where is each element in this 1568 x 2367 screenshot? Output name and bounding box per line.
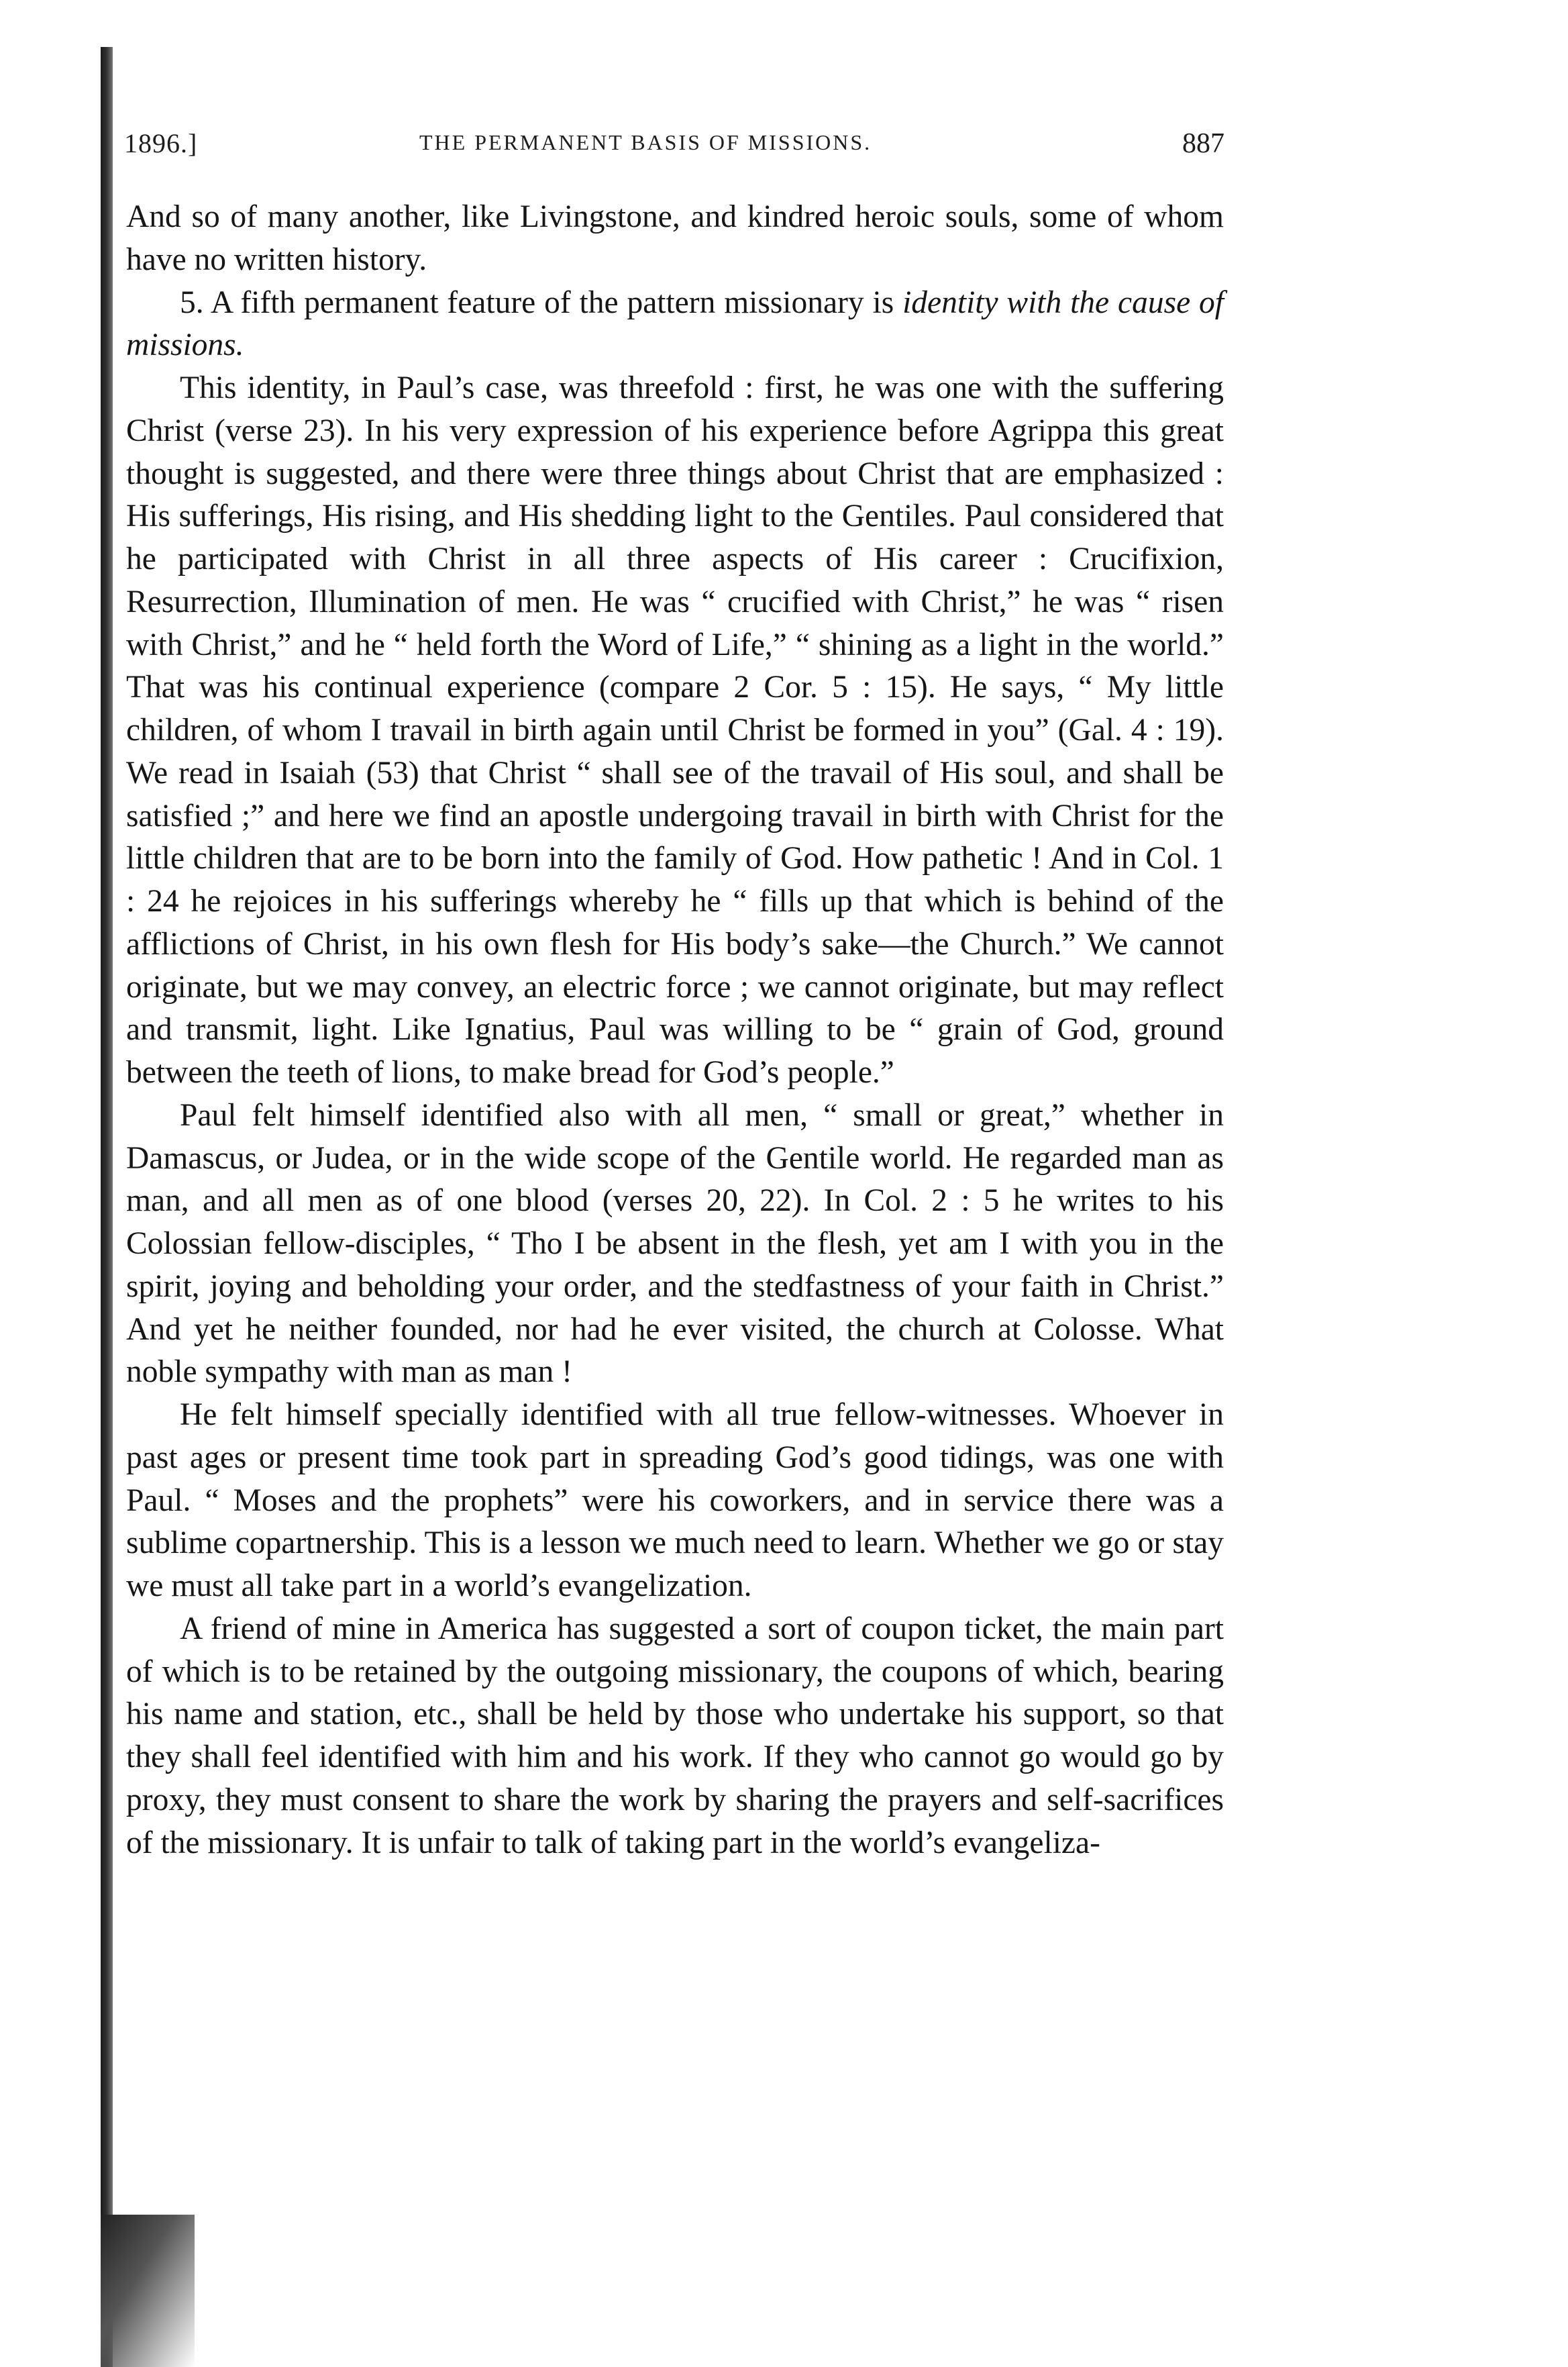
- running-head: [124, 128, 1224, 168]
- running-head-title: THE PERMANENT BASIS OF MISSIONS.: [419, 130, 872, 154]
- paragraph-identified-with-all-men: Paul felt himself identified also with all men, “ small or great,” whether in Damascus, or Judea, or in the wide scope of the Gentile world. He regarded man as man, and all men as of one blood (verses 20, 22). In Col. 2 : 5 he writes to his Colossian fellow-disciples, “ Tho I be absent in the flesh, yet am I with you in the spirit, joying and beholding your order, and the stedfastness of your faith in Christ.” And yet he neither founded, nor had he ever visited, the church at Colosse. What noble sympathy with man as man !: [126, 1097, 1224, 1390]
- fifth-feature-emphasis: identity with the cause of missions.: [126, 285, 1224, 363]
- page-number: 887: [1182, 128, 1224, 159]
- fifth-feature-lead: 5. A fifth permanent feature of the pattern missionary is: [180, 285, 903, 320]
- paragraph-threefold-identity: This identity, in Paul’s case, was threefold : first, he was one with the suffering Christ (verse 23). In his very expression of his experience before Agrippa this great thought is suggested, and there were three things about Christ that are emphasized : His sufferings, His rising, and His shedding light to the Gentiles. Paul considered that he participated with Christ in all three aspects of His career : Crucifixion, Resurrection, Illumination of men. He was “ crucified with Christ,” he was “ risen with Christ,” and he “ held forth the Word of Life,” “ shining as a light in the world.” That was his continual experience (compare 2 Cor. 5 : 15). He says, “ My little children, of whom I travail in birth again until Christ be formed in you” (Gal. 4 : 19). We read in Isaiah (53) that Christ “ shall see of the travail of His soul, and shall be satisfied ;” and here we find an apostle undergoing travail in birth with Christ for the little children that are to be born into the family of God. How pathetic ! And in Col. 1 : 24 he rejoices in his sufferings whereby he “ fills up that which is behind of the afflictions of Christ, in his own flesh for His body’s sake—the Church.” We cannot originate, but we may convey, an electric force ; we cannot originate, but may reflect and transmit, light. Like Ignatius, Paul was willing to be “ grain of God, ground between the teeth of lions, to make bread for God’s people.”: [126, 370, 1224, 1090]
- body-text: [126, 196, 1224, 1864]
- paragraph-fifth-feature: [126, 282, 1224, 368]
- running-head-year: 1896.]: [124, 128, 198, 158]
- paragraph-fellow-witnesses: He felt himself specially identified with all true fellow-witnesses. Whoever in past ages or present time took part in spreading God’s good tidings, was one with Paul. “ Moses and the prophets” were his coworkers, and in service there was a sublime copartnership. This is a lesson we much need to learn. Whether we go or stay we must all take part in a world’s evangelization.: [126, 1397, 1224, 1603]
- binding-edge-corner-shadow: [101, 2215, 195, 2367]
- binding-edge-shadow: [101, 47, 113, 2367]
- paragraph-livingstone: And so of many another, like Livingstone, and kindred heroic souls, some of whom have no written history.: [126, 199, 1224, 277]
- paragraph-coupon-ticket: A friend of mine in America has suggested a sort of coupon ticket, the main part of which is to be retained by the outgoing missionary, the coupons of which, bearing his name and station, etc., shall be held by those who undertake his support, so that they shall feel identified with him and his work. If they who cannot go would go by proxy, they must consent to share the work by sharing the prayers and self-sacrifices of the missionary. It is unfair to talk of taking part in the world’s evangeliza-: [126, 1611, 1224, 1860]
